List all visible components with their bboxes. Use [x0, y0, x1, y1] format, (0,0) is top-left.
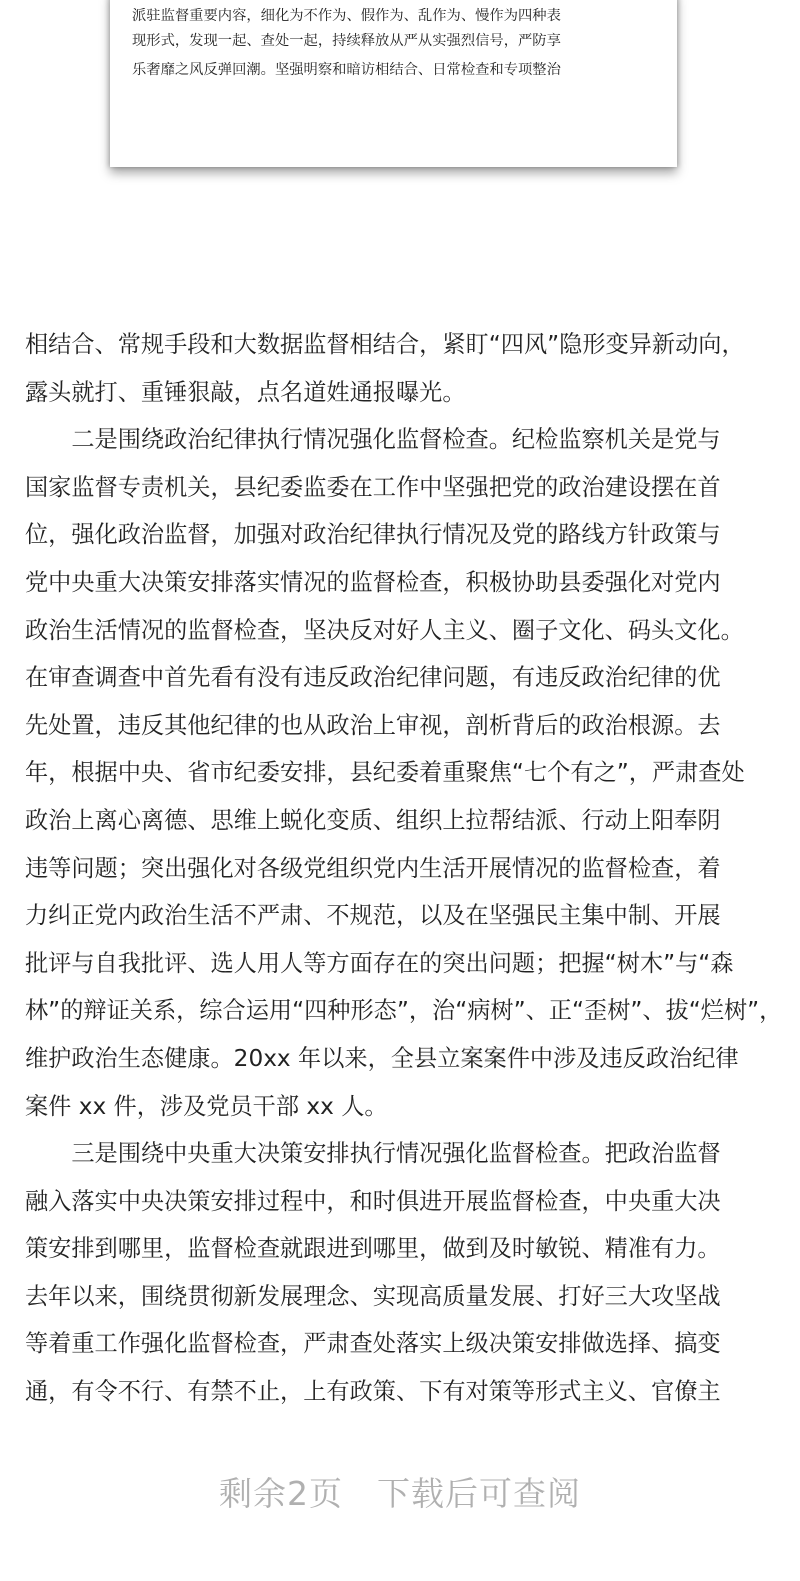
body-line: 党中央重大决策安排落实情况的监督检查，积极协助县委强化对党内 [25, 568, 721, 596]
body-line: 融入落实中央决策安排过程中，和时俱进开展监督检查，中央重大决 [25, 1187, 721, 1215]
body-line: 政治生活情况的监督检查，坚决反对好人主义、圈子文化、码头文化。 [25, 616, 744, 644]
body-line: 政治上离心离德、思维上蜕化变质、组织上拉帮结派、行动上阳奉阴 [25, 806, 721, 834]
body-line: 通，有令不行、有禁不止，上有政策、下有对策等形式主义、官僚主 [25, 1378, 721, 1406]
card-line: 派驻监督重要内容，细化为不作为、假作为、乱作为、慢作为四种表 [132, 8, 561, 24]
body-line: 去年以来，围绕贯彻新发展理念、实现高质量发展、打好三大攻坚战 [25, 1282, 721, 1310]
body-line: 批评与自我批评、选人用人等方面存在的突出问题；把握“树木”与“森 [25, 949, 734, 977]
body-line: 位，强化政治监督，加强对政治纪律执行情况及党的路线方针政策与 [25, 521, 721, 549]
body-line: 案件 xx 件，涉及党员干部 xx 人。 [25, 1092, 388, 1120]
card-line: 乐奢靡之风反弹回潮。坚强明察和暗访相结合、日常检查和专项整治 [132, 62, 561, 78]
download-prompt[interactable]: 剩余2页 下载后可查阅 [219, 1474, 581, 1513]
body-line: 违等问题；突出强化对各级党组织党内生活开展情况的监督检查，着 [25, 854, 721, 882]
document-body [25, 327, 785, 1422]
preview-page-card [110, 0, 677, 167]
body-line: 等着重工作强化监督检查，严肃查处落实上级决策安排做选择、搞变 [25, 1330, 721, 1358]
body-line: 三是围绕中央重大决策安排执行情况强化监督检查。把政治监督 [25, 1140, 721, 1168]
body-line: 林”的辩证关系，综合运用“四种形态”，治“病树”、正“歪树”、拔“烂树”， [25, 997, 783, 1025]
body-line: 先处置，违反其他纪律的也从政治上审视，剖析背后的政治根源。去 [25, 711, 721, 739]
body-line: 年，根据中央、省市纪委安排，县纪委着重聚焦“七个有之”，严肃查处 [25, 759, 745, 787]
body-line: 力纠正党内政治生活不严肃、不规范，以及在坚强民主集中制、开展 [25, 902, 721, 930]
body-line: 相结合、常规手段和大数据监督相结合，紧盯“四风”隐形变异新动向， [25, 331, 745, 358]
body-line: 维护政治生态健康。20xx 年以来，全县立案案件中涉及违反政治纪律 [25, 1044, 739, 1072]
body-line: 策安排到哪里，监督检查就跟进到哪里，做到及时敏锐、精准有力。 [25, 1235, 721, 1263]
body-line: 二是围绕政治纪律执行情况强化监督检查。纪检监察机关是党与 [25, 426, 721, 454]
card-line: 现形式，发现一起、查处一起，持续释放从严从实强烈信号，严防享 [132, 33, 561, 49]
body-line: 在审查调查中首先看有没有违反政治纪律问题，有违反政治纪律的优 [25, 664, 721, 692]
body-line: 国家监督专责机关，县纪委监委在工作中坚强把党的政治建设摆在首 [25, 473, 721, 501]
body-line: 露头就打、重锤狠敲，点名道姓通报曝光。 [25, 378, 466, 406]
